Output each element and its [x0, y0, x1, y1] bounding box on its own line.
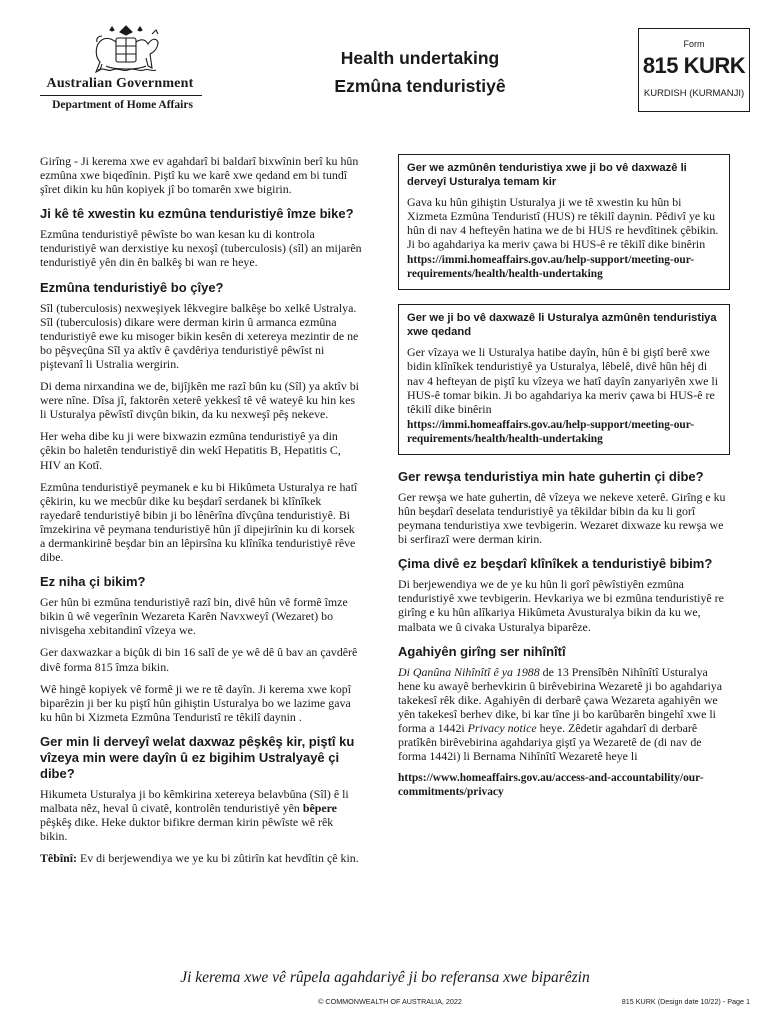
- intro-paragraph: Girîng - Ji kerema xwe ev agahdarî bi baldarî bixwînin berî ku hûn ezmûna xwe biqedînin. Piştî ku we karê xwe qedand em bi tundî şîret dikin ku hûn kopiyek jî bo tomarên xwe bigirin.: [40, 154, 359, 197]
- privacy-link[interactable]: https://www.homeaffairs.gov.au/access-and-accountability/our-commitments/privacy: [398, 772, 704, 799]
- heading-privacy: Agahiyên girîng ser nihînîtî: [398, 643, 566, 659]
- paragraph-privacy: [398, 665, 730, 764]
- privacy-act-name: Di Qanûna Nihînîtî ê ya 1988: [398, 664, 540, 679]
- coat-of-arms-logo: [76, 22, 176, 82]
- paragraph-what-now-1: Ger hûn bi ezmûna tenduristiyê razî bin, divê hûn vê formê îmze bikin û wê vegerînin Wezareta Karên Navxweyî (Wezaret) bo nivisgeha xebitandinî vîzeya we.: [40, 595, 348, 638]
- page-info: 815 KURK (Design date 10/22) - Page 1: [621, 997, 750, 1006]
- divider: [40, 95, 202, 96]
- paragraph-condition-change: Ger rewşa we hate guhertin, dê vîzeya we nekeve xeterê. Girîng e ku hûn beşdarî deselata tenduristiyê ya têkildar bibin da ku li gorî peymana tenduristiya xwe tevbigerin. Wezaret dixwaze ku rewşa we bi serfirazî were derman kirin.: [398, 489, 726, 547]
- right-column: [398, 154, 730, 807]
- government-name: Australian Government: [46, 76, 194, 91]
- paragraph-who-signs: Ezmûna tenduristiyê pêwîste bo wan kesan ku di kontrola tenduristiyê wan derxistiye ku nexoşî (tuberculosis) (sîl) an mijarên tenduristiyê yên din ên balkêş bi wan re heye.: [40, 227, 362, 270]
- info-box-offshore-title: Ger we azmûnên tenduristiya xwe ji bo vê daxwazê li derveyî Usturalya temam kir: [407, 162, 687, 188]
- health-undertaking-link-2[interactable]: https://immi.homeaffairs.gov.au/help-support/meeting-our-requirements/health/health-undertaking: [407, 418, 695, 445]
- keep-page-notice: Ji kerema xwe vê rûpela agahdariyê ji bo referansa xwe biparêzin: [180, 969, 590, 986]
- copyright-text: © COMMONWEALTH OF AUSTRALIA, 2022: [318, 997, 462, 1006]
- heading-after-arrival: Ger min li derveyî welat daxwaz pêşkêş kir, piştî ku vîzeya min were dayîn û ez bigihim Ustralyayê çi dibe?: [40, 733, 355, 781]
- heading-what-now: Ez niha çi bikim?: [40, 574, 146, 590]
- text-segment: Hikumeta Usturalya ji bo kêmkirina xetereya belavbûna (Sîl) ê li malbata nêz, heval û civatê, kontrolên tenduristiyê yên: [40, 786, 349, 815]
- note-text: Ev di berjewendiya we ye ku bi zûtirîn kat hevdîtin çê kin.: [77, 851, 359, 866]
- info-box-offshore-text: Gava ku hûn gihiştin Usturalya ji we tê xwestin ku hûn bi Xizmeta Ezmûna Tenduristî (HUS) re têkilî daynin. Pêdivî ye ku hûn di nav 4 hefteyên hatina we de bi HUS re hevdîtinek çêbikin. Ji bo agahdariya ka meriv çawa bi HUS-ê re têkilî dike binêrin: [407, 195, 719, 252]
- heading-why-clinic: Çima divê ez beşdarî klînîkek a tenduristiyê bibim?: [398, 556, 713, 572]
- info-box-onshore-title: Ger we ji bo vê daxwazê li Usturalya azmûnên tenduristiya xwe qedand: [407, 312, 717, 338]
- note-paragraph: [40, 851, 362, 865]
- paragraph-what-now-3: Wê hingê kopiyek vê formê ji we re tê dayîn. Ji kerema xwe kopî biparêzin ji ber ku piştî hûn gihiştin Usturalya bo we lazime gava ku hûn bi Xizmeta Ezmûna Tenduristî re têkilî daynin .: [40, 681, 352, 724]
- page-header: [0, 0, 770, 140]
- form-language: KURDISH (KURMANJI): [643, 88, 745, 99]
- heading-purpose: Ezmûna tenduristiyê bo çîye?: [40, 279, 224, 295]
- text-segment: pêşkêş dike. Heke duktor bifikre derman kirin pêwîste wê rêk bikin.: [40, 815, 334, 844]
- page-title-english: Health undertaking: [340, 48, 500, 68]
- page-title-kurdish: Ezmûna tenduristiyê: [334, 76, 506, 96]
- left-column: [40, 154, 362, 873]
- health-undertaking-link[interactable]: https://immi.homeaffairs.gov.au/help-support/meeting-our-requirements/health/health-undertaking: [407, 254, 695, 281]
- form-id-box: [638, 28, 750, 112]
- form-label: Form: [683, 39, 705, 49]
- paragraph-purpose-2: Di dema nirxandina we de, bijîjkên me razî bûn ku (Sîl) ya aktîv bi were nîne. Dîsa jî, faktorên xeterê yekkesî tê vê wateyê ku hin kes li Usturalya pêwîstî divçûn bikin, da ku nexweşî pêş nekeve.: [40, 379, 359, 422]
- paragraph-purpose-4: Ezmûna tenduristiyê peymanek e ku bi Hikûmeta Usturalya re hatî çêkirin, ku we mecbûr dike ku beşdarî serdanek bi klînîkek rayedarê tenduristiyê bibin ji bo lênêrîna dîvçûna tenduristiyê. Bi îmzekirina vê peymana tenduristiyê hûn jî dipejirînin ku di korsek a dermankirinê beşdar bin an lêpirsîna ku klînîka tenduristiyê rêve dibe.: [40, 479, 358, 565]
- paragraph-purpose-3: Her weha dibe ku ji were bixwazin ezmûna tenduristiyê ya din çêkin bo haletên tenduristiyê din wekî Hepatitis B, Hepatitis C, HIV an Kotî.: [40, 429, 341, 472]
- info-box-offshore: [398, 154, 730, 290]
- note-label: Têbînî:: [40, 851, 78, 866]
- paragraph-what-now-2: Ger daxwazkar a biçûk di bin 16 salî de ye wê dê û bav an çavdêrê divê forma 815 îmza bikin.: [40, 645, 358, 674]
- text-segment: heye. Zêdetir agahdarî di derbarê pratîkên birêvebirina agahdariya giştî ya Wezaretê de (di nav de forma 1442i) li Bernama Nihînîtî Wezaretê heye li: [398, 720, 702, 764]
- privacy-notice-name: Privacy notice: [467, 720, 537, 735]
- paragraph-after-arrival: [40, 787, 362, 843]
- info-box-onshore: [398, 304, 730, 454]
- heading-who-signs: Ji kê tê xwestin ku ezmûna tenduristiyê îmze bike?: [40, 206, 354, 222]
- department-name: Department of Home Affairs: [52, 99, 193, 111]
- info-box-onshore-text: Ger vîzaya we li Usturalya hatibe dayîn, hûn ê bi giştî berê xwe bidin klînîkek tenduristiyê ya Usturalya, lêbelê, divê hûn hêj di nav 4 hefteyan de piştî ku vîzeya we hatî dayîn zanyariyên xwe li HUS-ê tomar bikin. Ji bo agahdariya ka meriv çawa bi HUS-ê re têkilî dike binêrin: [407, 345, 719, 416]
- heading-condition-change: Ger rewşa tenduristiya min hate guhertin çi dibe?: [398, 468, 704, 484]
- form-code: 815 KURK: [642, 53, 746, 78]
- text-segment: de 13 Prensîbên Nihînîtî Usturalya hene ku awayê berhevkirin û birêvebirina Wezaretê ji bo agahdariya takekesî rêk dike. Agahiyên di derbarê çawa Wezareta agahiyên we yên takekesî berhev dike, bi kar tîne ji bo karûbarên bingehî xwe li forma a 1442i: [398, 664, 723, 735]
- bold-text-segment: bêpere: [302, 801, 337, 815]
- paragraph-purpose-1: Sîl (tuberculosis) nexweşiyek lêkvegire balkêşe bo xelkê Ustralya. Sîl (tuberculosis) dikare were derman kirin û armanca ezmûna tenduristiyê ewe ku misoger bikin kesên di xetereya mezintir de ne bo pêşveçûna Sîl ya aktîv ê çavdêriya tenduristiyê pêwîst ni piştevanî li Ustralia wergirin.: [40, 300, 359, 371]
- paragraph-why-clinic: Di berjewendiya we de ye ku hûn li gorî pêwîstiyên ezmûna tenduristiyê xwe tevbigerin. Hevkariya we bi ezmûna tenduristiyê re girîng e ku hûn alîkariya Hikûmeta Avusturalya bikin da ku we, malbata we û civaka Usturalya biparêze.: [398, 577, 724, 634]
